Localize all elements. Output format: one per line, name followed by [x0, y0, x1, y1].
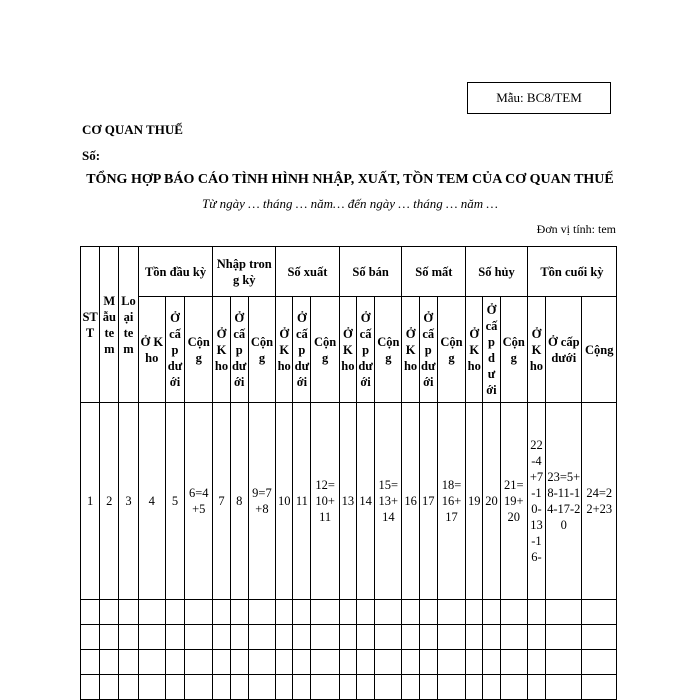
report-period: Từ ngày … tháng … năm… đến ngày … tháng … năm …: [202, 196, 498, 211]
unit-label: Đơn vị tính: tem: [536, 222, 616, 236]
subheader-cong: Cộng: [582, 297, 617, 403]
header-nhap-trong-ky: Nhập trong kỳ: [213, 247, 276, 297]
column-number-cell: 3: [119, 403, 138, 600]
column-number-cell: 6=4+5: [185, 403, 213, 600]
subheader-o-cap-duoi: Ở cấp dưới: [293, 297, 311, 403]
form-code-box: Mẫu: BC8/TEM: [467, 82, 611, 114]
subheader-o-cap-duoi: Ở cấp dưới: [230, 297, 248, 403]
column-number-cell: 1: [81, 403, 100, 600]
agency-label: CƠ QUAN THUẾ: [82, 122, 183, 137]
column-number-cell: 16: [402, 403, 419, 600]
column-number-cell: 20: [483, 403, 500, 600]
column-number-cell: 21=19+20: [500, 403, 527, 600]
header-ton-dau-ky: Tồn đầu kỳ: [138, 247, 213, 297]
header-loai-tem: Loại tem: [119, 247, 138, 403]
column-number-cell: 14: [356, 403, 374, 600]
subheader-cong: Cộng: [185, 297, 213, 403]
subheader-cong: Cộng: [375, 297, 402, 403]
empty-row: [81, 650, 617, 675]
column-number-cell: 17: [419, 403, 437, 600]
empty-row: [81, 625, 617, 650]
subheader-o-cap-duoi: Ở cấp dưới: [165, 297, 184, 403]
column-number-cell: 9=7+8: [248, 403, 275, 600]
header-ton-cuoi-ky: Tồn cuối kỳ: [527, 247, 616, 297]
column-number-cell: 11: [293, 403, 311, 600]
column-number-cell: 4: [138, 403, 165, 600]
header-so-ban: Số bán: [339, 247, 402, 297]
subheader-cong: Cộng: [248, 297, 275, 403]
subheader-o-cap-duoi: Ở cấp dưới: [483, 297, 500, 403]
subheader-o-kho: Ở Kho: [339, 297, 356, 403]
subheader-o-cap-duoi: Ở cấp dưới: [546, 297, 582, 403]
subheader-cong: Cộng: [311, 297, 339, 403]
column-number-cell: 18=16+17: [437, 403, 465, 600]
subheader-o-cap-duoi: Ở cấp dưới: [419, 297, 437, 403]
column-number-cell: 13: [339, 403, 356, 600]
empty-row: [81, 600, 617, 625]
document-number-label: Số:: [82, 148, 101, 163]
column-number-cell: 19: [466, 403, 483, 600]
subheader-o-kho: Ở Kho: [138, 297, 165, 403]
column-number-cell: 15=13+14: [375, 403, 402, 600]
header-so-xuat: Số xuất: [276, 247, 340, 297]
header-so-mat: Số mất: [402, 247, 466, 297]
subheader-o-cap-duoi: Ở cấp dưới: [356, 297, 374, 403]
header-so-huy: Số hủy: [466, 247, 528, 297]
column-number-cell: 22-4+7-10-13-16-: [527, 403, 545, 600]
subheader-cong: Cộng: [437, 297, 465, 403]
empty-row: [81, 675, 617, 700]
column-number-cell: 7: [213, 403, 230, 600]
header-mau-tem: Mẫu tem: [100, 247, 119, 403]
subheader-o-kho: Ở Kho: [213, 297, 230, 403]
column-number-cell: 10: [276, 403, 293, 600]
subheader-o-kho: Ở Kho: [402, 297, 419, 403]
column-number-cell: 5: [165, 403, 184, 600]
subheader-o-kho: Ở Kho: [276, 297, 293, 403]
column-number-cell: 12=10+11: [311, 403, 339, 600]
report-table: [80, 246, 617, 700]
report-title: TỔNG HỢP BÁO CÁO TÌNH HÌNH NHẬP, XUẤT, TỒN TEM CỦA CƠ QUAN THUẾ: [86, 172, 614, 187]
column-number-cell: 8: [230, 403, 248, 600]
subheader-o-kho: Ở Kho: [527, 297, 545, 403]
column-number-cell: 23=5+8-11-14-17-20: [546, 403, 582, 600]
header-stt: STT: [81, 247, 100, 403]
column-number-cell: 2: [100, 403, 119, 600]
subheader-o-kho: Ở Kho: [466, 297, 483, 403]
subheader-cong: Cộng: [500, 297, 527, 403]
column-number-cell: 24=22+23: [582, 403, 617, 600]
